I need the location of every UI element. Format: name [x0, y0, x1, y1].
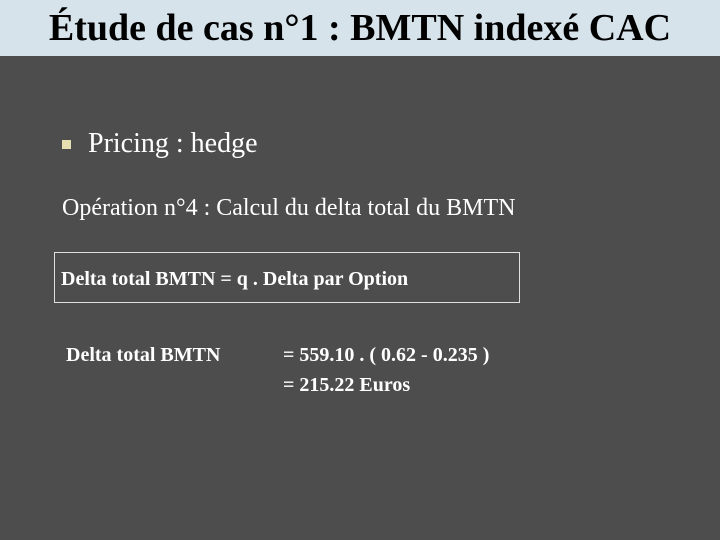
calculation-label: Delta total BMTN [66, 344, 221, 366]
calculation-line-1: = 559.10 . ( 0.62 - 0.235 ) [283, 344, 490, 366]
formula-box [54, 252, 520, 303]
title-bar [0, 0, 720, 56]
calculation-result: = 215.22 Euros [283, 374, 411, 396]
bullet-item [62, 127, 258, 161]
square-bullet-icon [62, 140, 71, 149]
operation-heading: Opération n°4 : Calcul du delta total du BMTN [62, 195, 516, 221]
formula-text: Delta total BMTN = q . Delta par Option [61, 268, 409, 290]
slide-title: Étude de cas n°1 : BMTN indexé CAC [48, 7, 672, 49]
bullet-text: Pricing : hedge [88, 128, 258, 159]
